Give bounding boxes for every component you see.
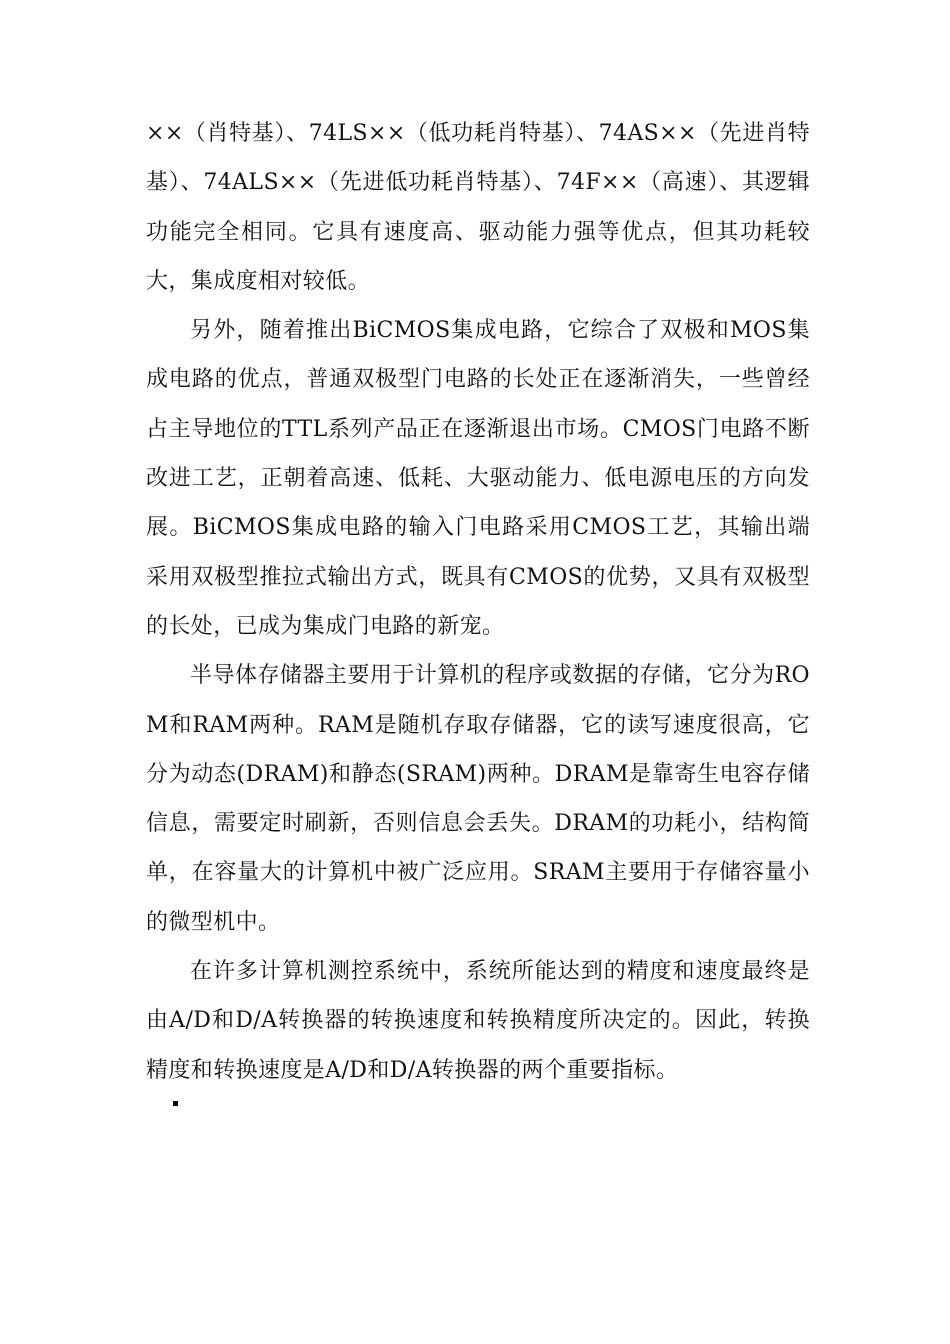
document-body <box>146 109 810 1095</box>
paragraph-memory: 半导体存储器主要用于计算机的程序或数据的存储，它分为ROM和RAM两种。RAM是随机存取存储器，它的读写速度很高，它分为动态(DRAM)和静态(SRAM)两种。DRAM是靠寄生电容存储信息，需要定时刷新，否则信息会丢失。DRAM的功耗小，结构简单，在容量大的计算机中被广泛应用。SRAM主要用于存储容量小的微型机中。 <box>146 663 810 935</box>
paragraph-ad-da: 在许多计算机测控系统中，系统所能达到的精度和速度最终是由A/D和D/A转换器的转换速度和转换精度所决定的。因此，转换精度和转换速度是A/D和D/A转换器的两个重要指标。 <box>146 959 810 1083</box>
bullet-dot <box>173 1101 178 1106</box>
paragraph-bicmos: 另外，随着推出BiCMOS集成电路，它综合了双极和MOS集成电路的优点，普通双极型门电路的长处正在逐渐消失，一些曾经占主导地位的TTL系列产品正在逐渐退出市场。CMOS门电路不断改进工艺，正朝着高速、低耗、大驱动能力、低电源电压的方向发展。BiCMOS集成电路的输入门电路采用CMOS工艺，其输出端采用双极型推拉式输出方式，既具有CMOS的优势，又具有双极型的长处，已成为集成门电路的新宠。 <box>146 318 810 639</box>
paragraph-ttl-series: ××（肖特基）、74LS××（低功耗肖特基）、74AS××（先进肖特基）、74ALS××（先进低功耗肖特基）、74F××（高速）、其逻辑功能完全相同。它具有速度高、驱动能力强等优点，但其功耗较大，集成度相对较低。 <box>146 121 810 294</box>
